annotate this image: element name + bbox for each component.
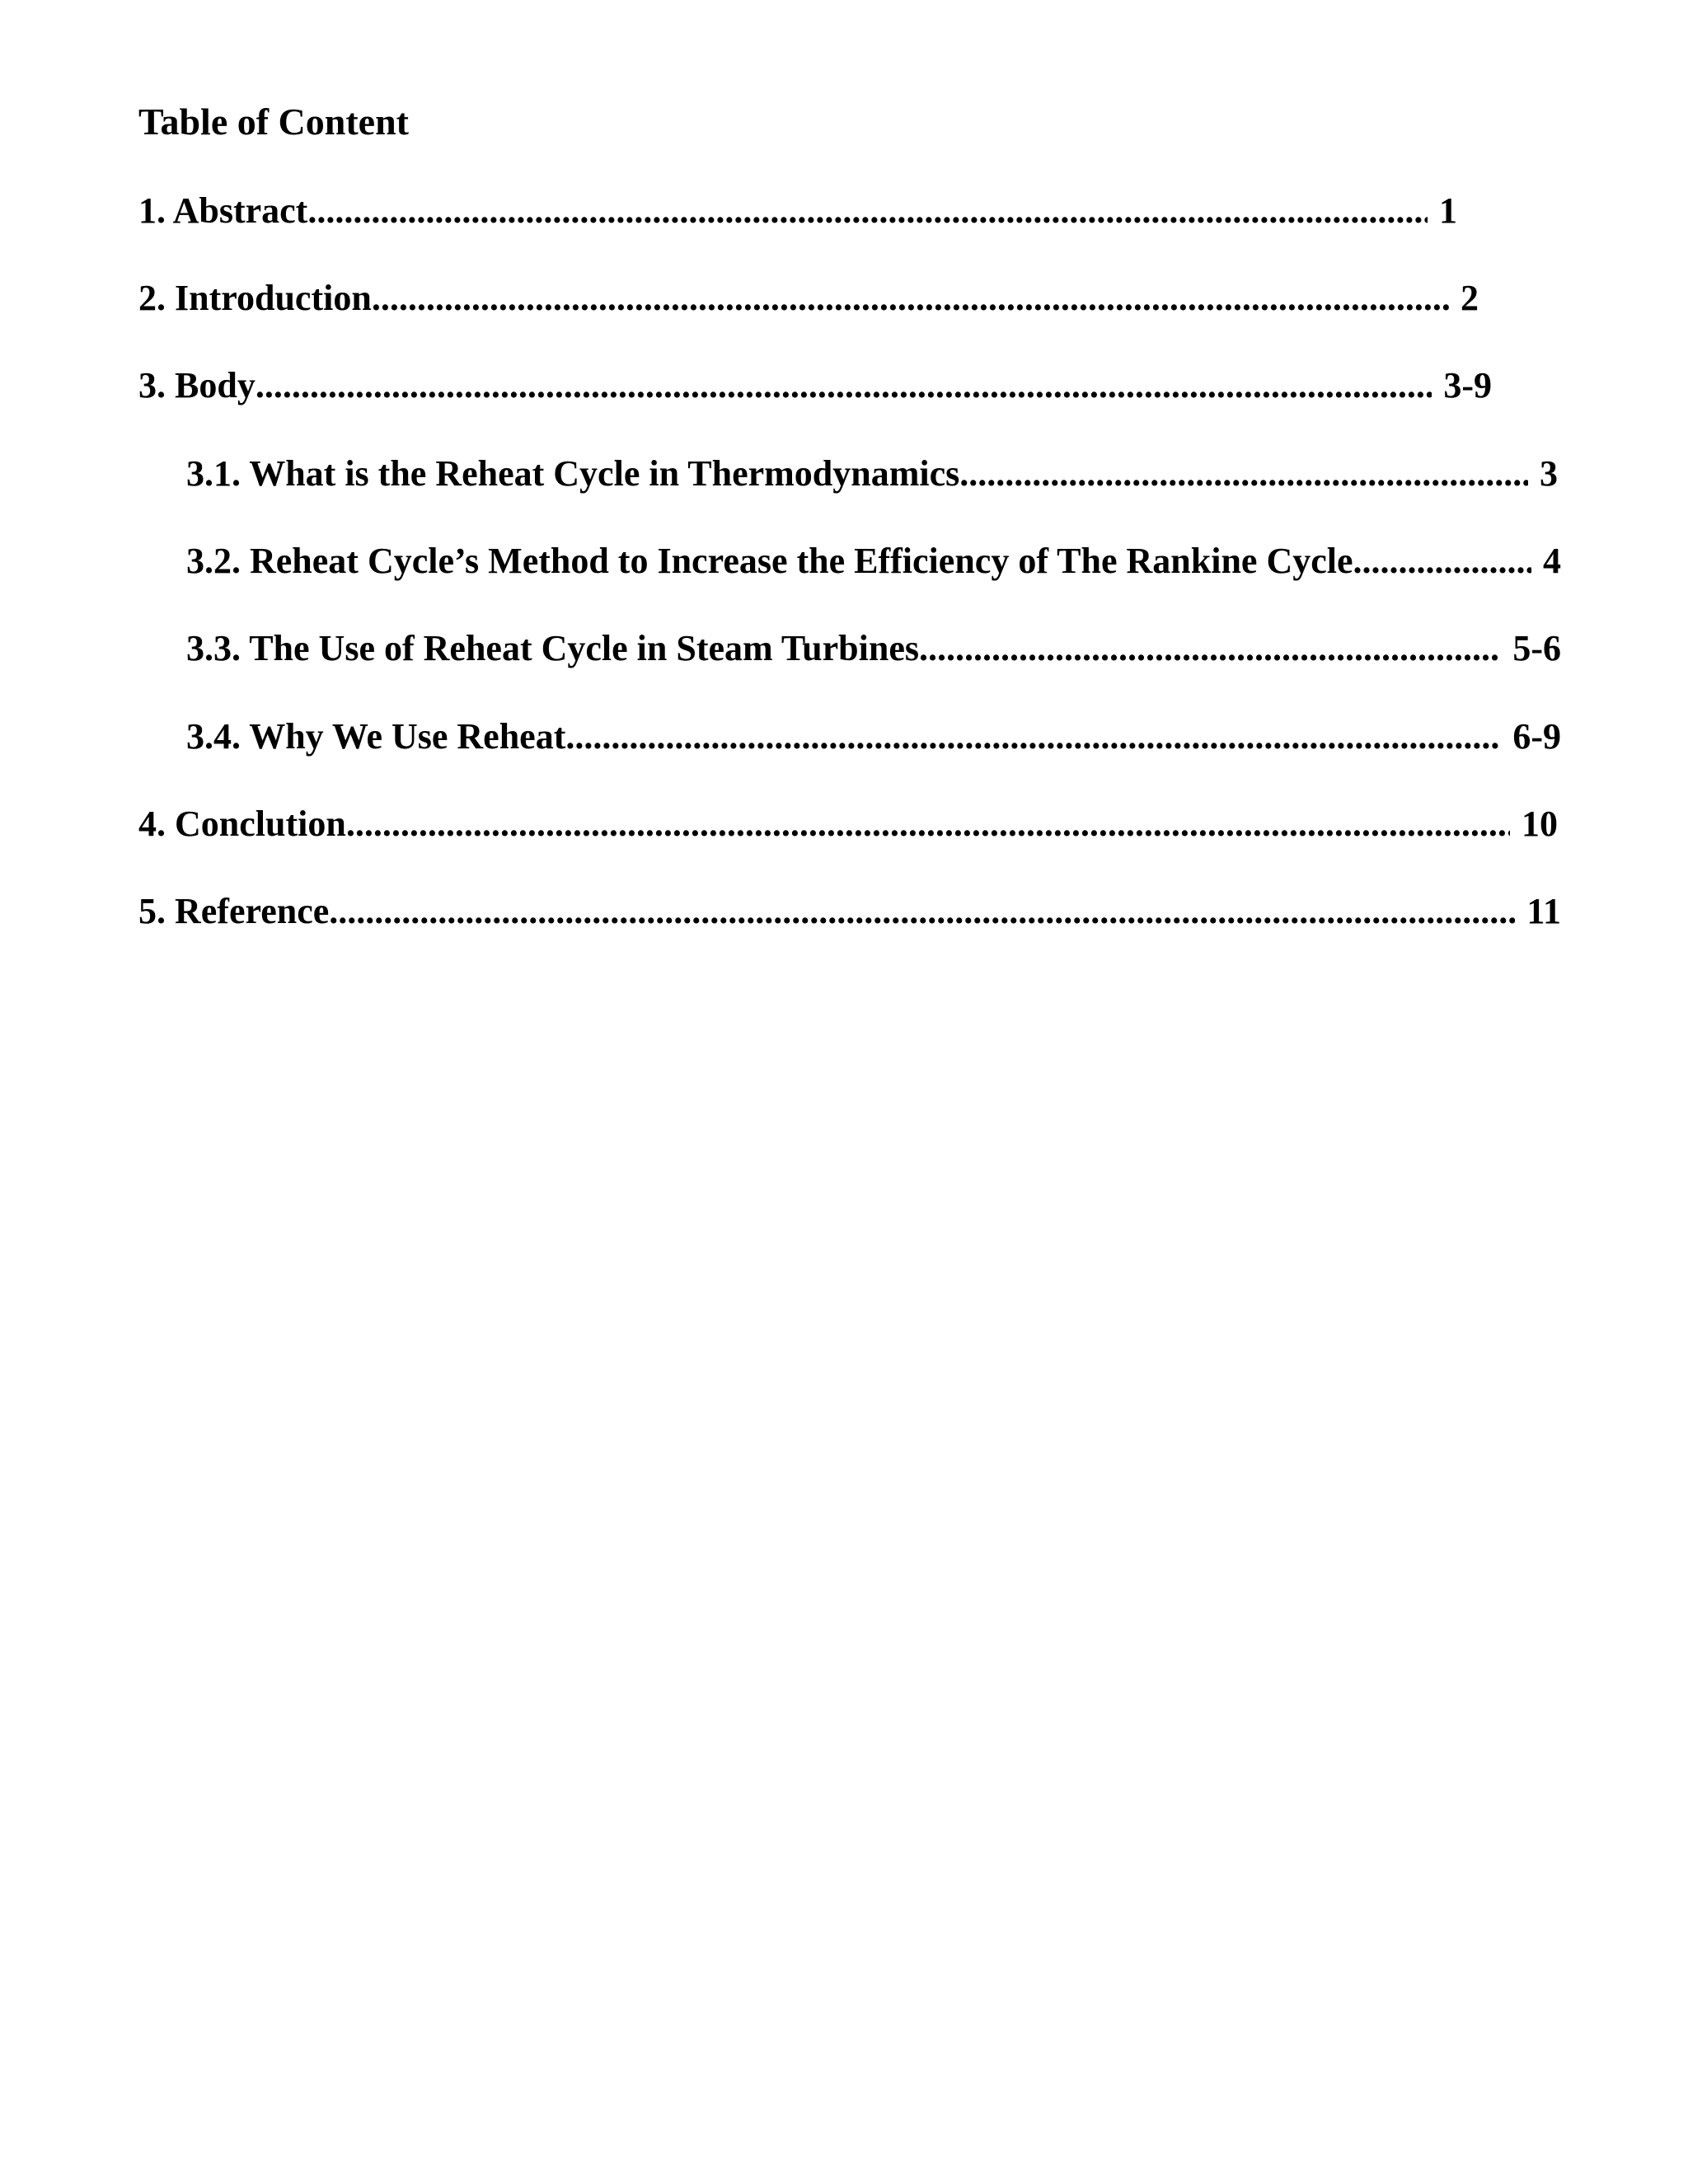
toc-dot-leader (307, 186, 1428, 236)
toc-entry-label: 5. Reference (138, 891, 330, 931)
toc-dot-leader (1353, 537, 1531, 586)
toc-entry-page: 2 (1461, 278, 1479, 318)
toc-dot-leader (372, 274, 1449, 323)
toc-dot-leader (329, 887, 1515, 936)
toc-entry-page: 6-9 (1512, 716, 1561, 757)
toc-entry-reheat-cycle-thermodynamics (186, 449, 1558, 499)
toc-entry-page: 3-9 (1443, 365, 1492, 405)
toc-entry-page: 4 (1543, 541, 1561, 581)
toc-entry-label: 2. Introduction (138, 278, 372, 318)
toc-entry-page: 10 (1522, 804, 1558, 844)
toc-entry-body (138, 361, 1492, 410)
toc-entry-label: 3.4. Why We Use Reheat (186, 716, 566, 757)
toc-dot-leader (346, 799, 1510, 849)
toc-entry-introduction (138, 274, 1479, 323)
toc-dot-leader (256, 361, 1432, 410)
toc-title: Table of Content (138, 101, 409, 143)
toc-entry-page: 3 (1540, 453, 1558, 494)
toc-entry-label: 3.3. The Use of Reheat Cycle in Steam Turbines (186, 628, 919, 668)
toc-entry-label: 3.1. What is the Reheat Cycle in Thermodynamics (186, 453, 960, 494)
toc-entry-abstract (138, 186, 1457, 236)
toc-entry-label: 3. Body (138, 365, 256, 405)
toc-entry-page: 5-6 (1512, 628, 1561, 668)
toc-entry-label: 4. Conclution (138, 804, 346, 844)
toc-entry-reheat-steam-turbines (186, 624, 1561, 673)
toc-entry-conclution (138, 799, 1558, 849)
toc-dot-leader (919, 624, 1501, 673)
toc-entry-reference (138, 887, 1561, 936)
toc-dot-leader (565, 712, 1501, 762)
toc-entry-label: 3.2. Reheat Cycle’s Method to Increase the Efficiency of The Rankine Cycle (186, 541, 1353, 581)
toc-entry-why-use-reheat (186, 712, 1561, 762)
toc-entry-reheat-efficiency-method (186, 537, 1561, 586)
toc-entry-page: 1 (1439, 190, 1457, 231)
toc-entry-page: 11 (1526, 891, 1561, 931)
toc-entry-label: 1. Abstract (138, 190, 308, 231)
toc-dot-leader (959, 449, 1528, 499)
